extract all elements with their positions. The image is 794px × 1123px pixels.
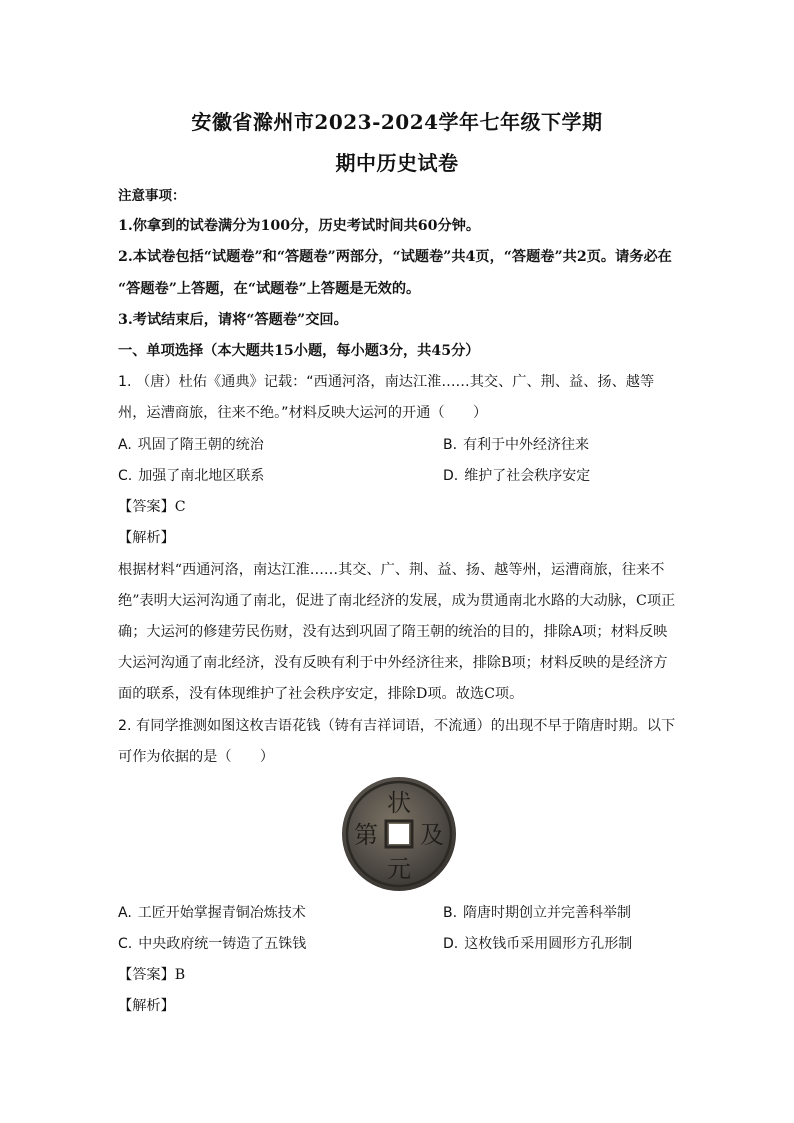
q1-analysis-line2: 绝”表明大运河沟通了南北，促进了南北经济的发展，成为贯通南北水路的大动脉，C项正 [118,593,676,609]
coin-char-right: 及 [420,821,444,849]
coin-char-top: 状 [387,789,411,817]
q1-stem-line2: 州，运漕商旅，往来不绝。”材料反映大运河的开通（ ） [118,405,488,421]
q1-option-a [118,435,264,455]
q1-option-b [443,435,589,455]
q2-option-b [443,903,631,923]
notice-item-2-cont: “答题卷”上答题，在“试题卷”上答题是无效的。 [118,281,421,297]
option-letter: A. [118,905,132,921]
q2-answer: 【答案】B [118,967,186,983]
notice-item-3: 3.考试结束后，请将“答题卷”交回。 [118,312,348,328]
q2-stem-line2: 可作为依据的是（ ） [118,749,275,765]
option-letter: D. [443,468,459,484]
exam-title-line2: 期中历史试卷 [335,151,459,175]
option-letter: C. [118,936,133,952]
option-letter: C. [118,468,133,484]
q1-option-c [118,466,264,486]
coin-char-bottom: 元 [387,855,411,883]
q2-option-c [118,934,306,954]
q1-analysis-line5: 面的联系，没有体现维护了社会秩序安定，排除D项。故选C项。 [118,686,524,702]
option-letter: A. [118,437,132,453]
option-letter: B. [443,905,458,921]
q2-analysis-label: 【解析】 [118,998,175,1014]
option-text: 隋唐时期创立并完善科举制 [463,905,632,921]
q1-analysis-line3: 确；大运河的修建劳民伤财，没有达到巩固了隋王朝的统治的目的，排除A项；材料反映 [118,624,668,640]
coin-square-hole [389,824,409,844]
section-heading: 一、单项选择（本大题共15小题，每小题3分，共45分） [118,343,480,359]
option-text: 这枚钱币采用圆形方孔形制 [464,936,633,952]
coin-image [340,775,458,893]
notice-item-2: 2.本试卷包括“试题卷”和“答题卷”两部分，“试题卷”共4页，“答题卷”共2页。请务必在 [118,249,672,265]
exam-title-line1: 安徽省滁州市2023-2024学年七年级下学期 [191,110,603,134]
notice-item-1: 1.你拿到的试卷满分为100分，历史考试时间共60分钟。 [118,218,481,234]
option-text: 工匠开始掌握青铜冶炼技术 [137,905,306,921]
option-letter: D. [443,936,459,952]
notice-heading: 注意事项： [118,188,186,204]
option-text: 加强了南北地区联系 [138,468,265,484]
q1-option-d [443,466,590,486]
q2-option-a [118,903,306,923]
q1-analysis-line4: 大运河沟通了南北经济，没有反映有利于中外经济往来，排除B项；材料反映的是经济方 [118,655,668,671]
option-letter: B. [443,437,458,453]
option-text: 有利于中外经济往来 [463,437,590,453]
q1-analysis-label: 【解析】 [118,530,175,546]
q1-answer: 【答案】C [118,499,186,515]
q2-option-d [443,934,632,954]
q2-stem-line1: 2. 有同学推测如图这枚吉语花钱（铸有吉祥词语，不流通）的出现不早于隋唐时期。以下 [118,718,676,734]
q1-stem-line1: 1. （唐）杜佑《通典》记载：“西通河洛，南达江淮……其交、广、荆、益、扬、越等 [118,374,655,390]
option-text: 巩固了隋王朝的统治 [137,437,264,453]
option-text: 维护了社会秩序安定 [464,468,591,484]
coin-char-left: 第 [354,821,378,849]
option-text: 中央政府统一铸造了五铢钱 [138,936,307,952]
q1-analysis-line1: 根据材料“西通河洛，南达江淮……其交、广、荆、益、扬、越等州，运漕商旅，往来不 [118,562,665,578]
